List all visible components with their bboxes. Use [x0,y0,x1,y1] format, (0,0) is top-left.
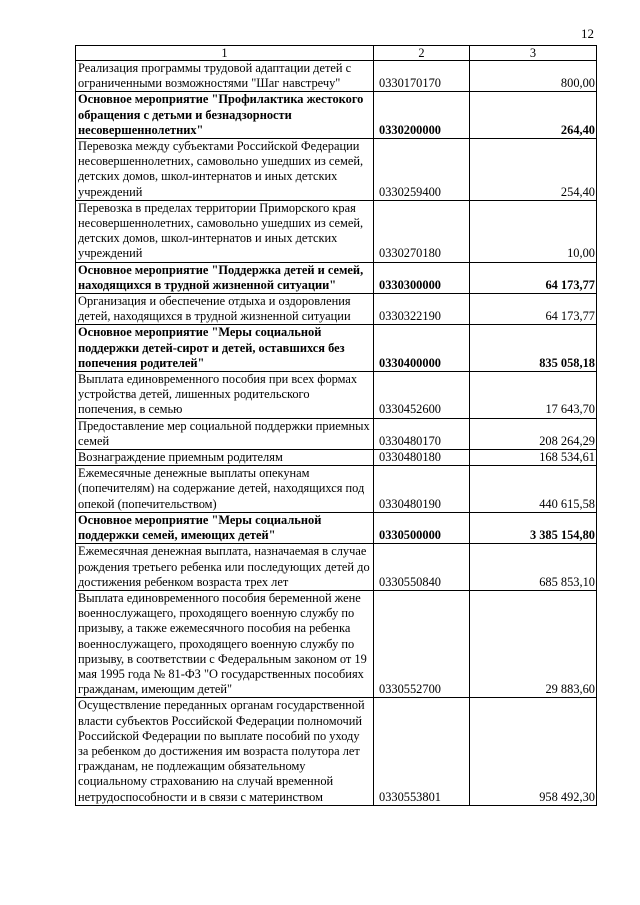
row-sum: 64 173,77 [470,262,597,293]
table-row [76,200,597,262]
row-name: Основное мероприятие "Меры социальной поддержки семей, имеющих детей" [76,512,374,543]
row-sum: 835 058,18 [470,325,597,372]
row-name: Осуществление переданных органам государственной власти субъектов Российской Федерации полномочий Российской Федерации по выплате пособий по уходу за ребенком до достижения им возраста полутора лет гражданам, не подлежащим обязательному социальному страхованию на случай временной нетрудоспособности и в связи с материнством [76,698,374,805]
table-row [76,544,597,591]
row-name: Вознаграждение приемным родителям [76,450,374,466]
row-name: Предоставление мер социальной поддержки приемных семей [76,418,374,449]
row-code: 0330400000 [374,325,470,372]
row-name: Выплата единовременного пособия при всех формах устройства детей, лишенных родительского попечения, в семью [76,372,374,419]
row-sum: 17 643,70 [470,372,597,419]
table-row [76,590,597,697]
row-sum: 800,00 [470,61,597,92]
row-name: Основное мероприятие "Профилактика жестокого обращения с детьми и безнадзорности несовершеннолетних" [76,92,374,139]
row-code: 0330170170 [374,61,470,92]
budget-table [75,45,597,806]
table-row [76,466,597,513]
table-row-main-activity [76,325,597,372]
row-code: 0330553801 [374,698,470,805]
table-row [76,294,597,325]
row-code: 0330300000 [374,262,470,293]
row-sum: 685 853,10 [470,544,597,591]
row-code: 0330480180 [374,450,470,466]
row-sum: 264,40 [470,92,597,139]
table-row [76,139,597,201]
row-name: Ежемесячная денежная выплата, назначаемая в случае рождения третьего ребенка или последующих детей до достижения ребенком возраста трех лет [76,544,374,591]
table-row [76,61,597,92]
table-row [76,372,597,419]
row-sum: 10,00 [470,200,597,262]
row-code: 0330200000 [374,92,470,139]
row-name: Перевозка между субъектами Российской Федерации несовершеннолетних, самовольно ушедших из семей, детских домов, школ-интернатов и иных детских учреждений [76,139,374,201]
row-sum: 958 492,30 [470,698,597,805]
table-row-main-activity [76,92,597,139]
row-name: Основное мероприятие "Поддержка детей и семей, находящихся в трудной жизненной ситуации" [76,262,374,293]
row-sum: 254,40 [470,139,597,201]
table-row [76,698,597,805]
table-row [76,450,597,466]
row-sum: 64 173,77 [470,294,597,325]
table-row [76,418,597,449]
row-code: 0330270180 [374,200,470,262]
row-code: 0330480170 [374,418,470,449]
row-sum: 440 615,58 [470,466,597,513]
header-cell-name: 1 [76,46,374,61]
row-sum: 168 534,61 [470,450,597,466]
row-code: 0330550840 [374,544,470,591]
row-name: Реализация программы трудовой адаптации детей с ограниченными возможностями "Шаг навстречу" [76,61,374,92]
row-name: Ежемесячные денежные выплаты опекунам (попечителям) на содержание детей, находящихся под опекой (попечительством) [76,466,374,513]
row-code: 0330452600 [374,372,470,419]
row-code: 0330552700 [374,590,470,697]
header-cell-code: 2 [374,46,470,61]
row-name: Выплата единовременного пособия беременной жене военнослужащего, проходящего военную службу по призыву, а также ежемесячного пособия на ребенка военнослужащего, проходящего военную службу по призыву, в соответствии с Федеральным законом от 19 мая 1995 года № 81-ФЗ "О государственных пособиях гражданам, имеющим детей" [76,590,374,697]
row-sum: 3 385 154,80 [470,512,597,543]
row-name: Основное мероприятие "Меры социальной поддержки детей-сирот и детей, оставшихся без попечения родителей" [76,325,374,372]
table-row-main-activity [76,512,597,543]
row-name: Организация и обеспечение отдыха и оздоровления детей, находящихся в трудной жизненной ситуации [76,294,374,325]
row-code: 0330259400 [374,139,470,201]
page-number: 12 [581,26,594,41]
row-name: Перевозка в пределах территории Приморского края несовершеннолетних, самовольно ушедших из семей, детских домов, школ-интернатов и иных детских учреждений [76,200,374,262]
table-row-main-activity [76,262,597,293]
row-code: 0330500000 [374,512,470,543]
header-cell-sum: 3 [470,46,597,61]
table-header-row [76,46,597,61]
row-sum: 208 264,29 [470,418,597,449]
row-code: 0330480190 [374,466,470,513]
row-code: 0330322190 [374,294,470,325]
row-sum: 29 883,60 [470,590,597,697]
